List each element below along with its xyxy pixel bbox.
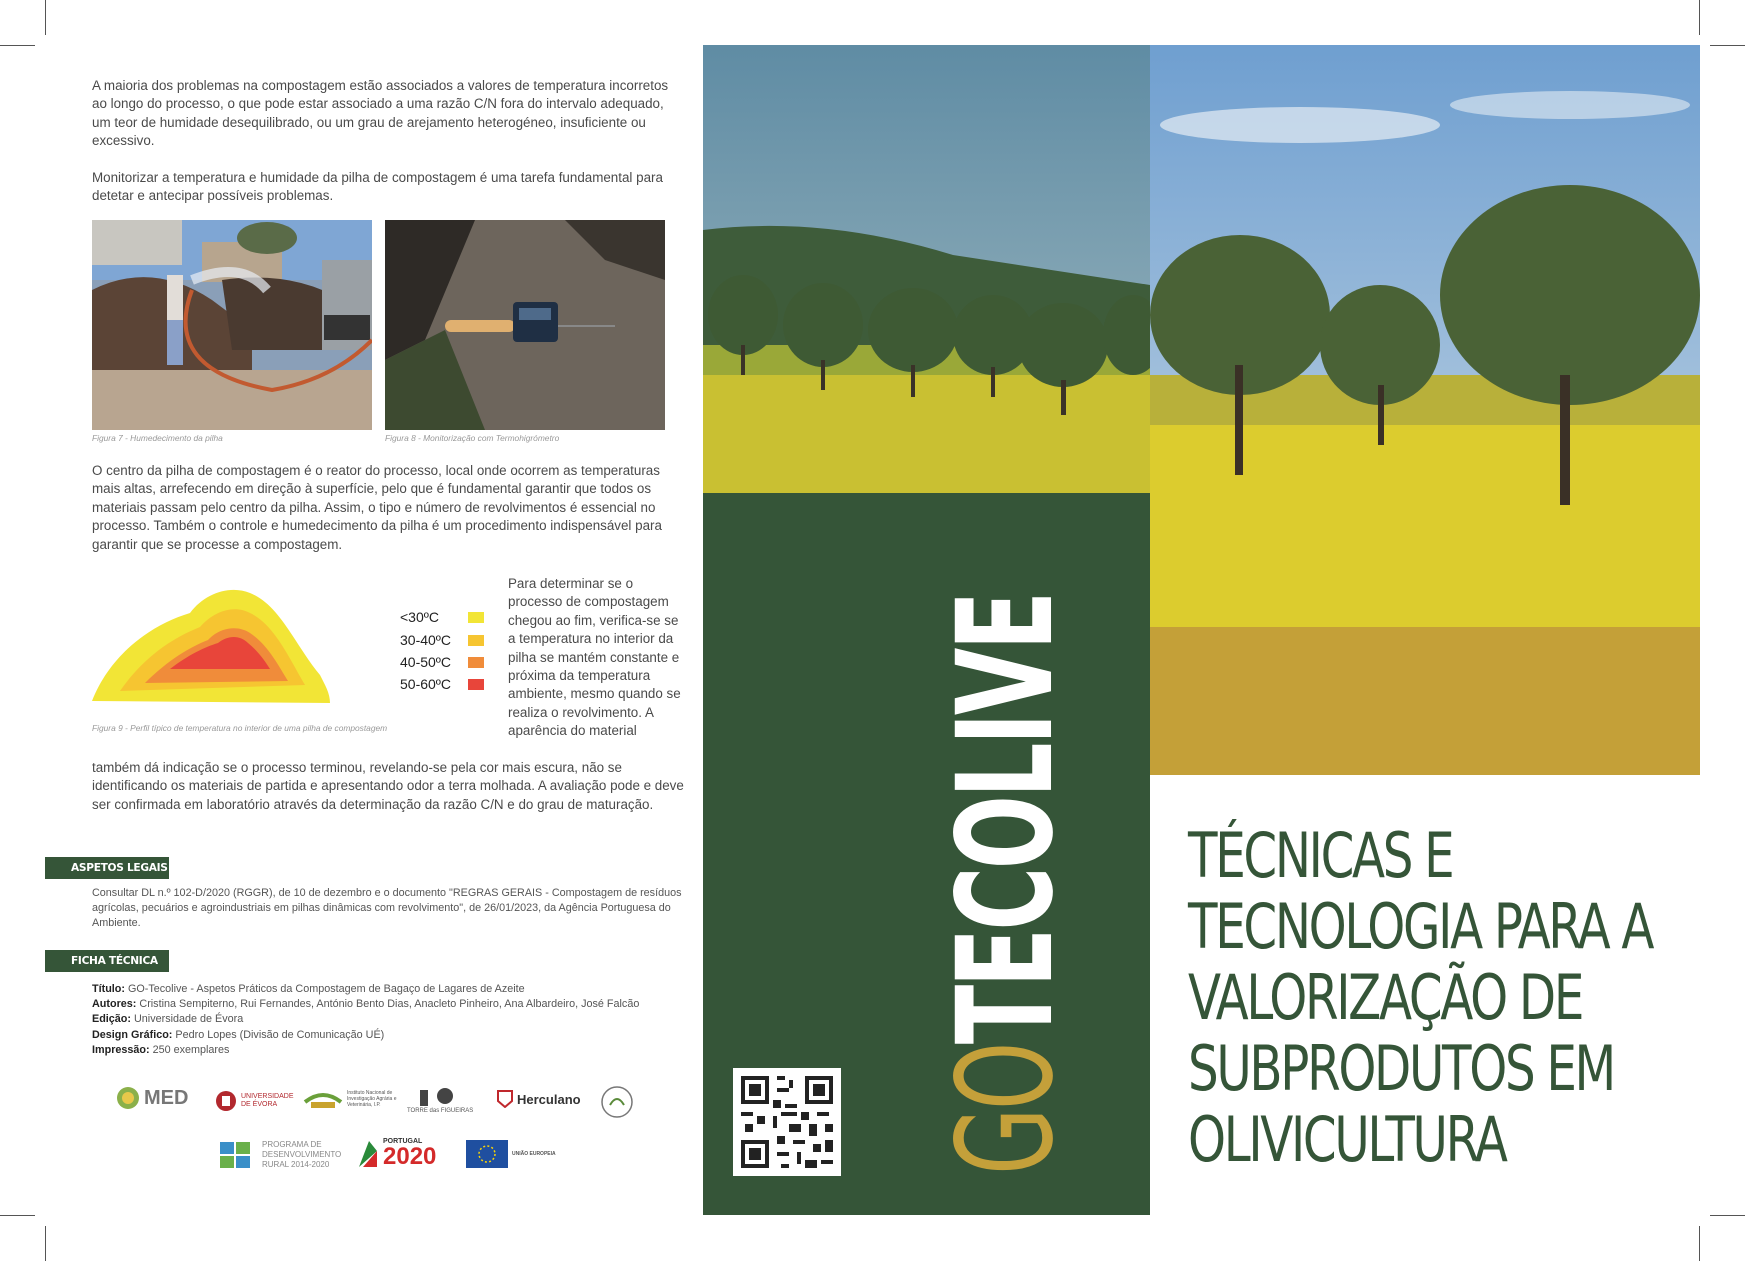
portugal2020-logo: PORTUGAL 2020 [357,1138,436,1169]
paragraph-end-check: Para determinar se o processo de compostagem chegou ao fim, verifica-se se a temperatura no interior da pilha se mantém constante e próxima da temperatura ambiente, mesmo quando se realiza o revolvimento. A aparência do material [508,576,681,739]
crop-mark [0,1215,35,1216]
photo-watering-pile [92,220,372,430]
aspetos-legais-text: Consultar DL n.º 102-D/2020 (RGGR), de 10 de dezembro e o documento "REGRAS GERAIS - Compostagem de resíduos agrícolas, pecuários e agroindustriais em pilhas dinâmicas com revolvimento", de 26/01/2023, da Agência Portuguesa do Ambiente. [92,887,682,930]
cover-title-line: OLIVICULTURA [1188,1103,1506,1176]
figure-9-caption: Figura 9 - Perfil típico de temperatura no interior de uma pilha de compostagem [92,723,388,733]
qr-code[interactable] [733,1068,841,1176]
legend-swatch [468,657,484,668]
cover-title-line: SUBPRODUTOS EM [1188,1032,1614,1105]
cover-title [1188,819,1653,1176]
legend-swatch [468,635,484,646]
cover-title-line: TECNOLOGIA PARA A [1188,890,1653,963]
temperature-profile-diagram [90,585,335,707]
paragraph-end-check-cont: também dá indicação se o processo terminou, revelando-se pela cor mais escura, não se identificando os materiais de partida e apresentando odor a terra molhada. A avaliação pode e deve ser confirmada em laboratório através da determinação da razão C/N e do grau de maturação. [92,760,684,812]
project-logo-vertical [929,294,1083,1175]
figure-7-caption: Figura 7 - Humedecimento da pilha [92,433,223,443]
crop-mark [1710,45,1745,46]
figure-8-caption: Figura 8 - Monitorização com Termohigrómetro [385,433,560,443]
ficha-design: Design Gráfico: Pedro Lopes (Divisão de Comunicação UÉ) [92,1028,385,1041]
legend-label: 50-60ºC [400,676,452,692]
logo-tecolive-text: TECOLIVE [929,593,1083,1045]
legend-label: 30-40ºC [400,632,452,648]
crop-mark [1699,1226,1700,1261]
torre-figueiras-logo: TORRE das FIGUEIRAS [407,1086,473,1114]
cover-title-line: TÉCNICAS E [1188,819,1453,892]
ficha-tecnica [92,982,692,1058]
olive-grove-photo-right [1150,45,1700,627]
cover-title-line: VALORIZAÇÃO DE [1188,961,1583,1034]
section-label-ficha-tecnica: FICHA TÉCNICA [45,950,169,972]
ficha-impressao: Impressão: 250 exemplares [92,1043,230,1056]
gold-band [1150,627,1700,775]
legend-label: 40-50ºC [400,654,452,670]
pdr2020-logo: PROGRAMA DE DESENVOLVIMENTO RURAL 2014-2020 [218,1140,342,1170]
photo-thermohygrometer [385,220,665,430]
section-label-aspetos-legais: ASPETOS LEGAIS [45,857,169,879]
iniav-logo: Instituto Nacional de Investigação Agrária e Veterinária, I.P. [303,1088,402,1110]
crop-mark [1699,0,1700,35]
crop-mark [45,1226,46,1261]
eu-flag-logo: UNIÃO EUROPEIA [466,1140,572,1168]
olive-grove-photo-left [703,45,1150,493]
paragraph-pile-center: O centro da pilha de compostagem é o reator do processo, local onde ocorrem as temperaturas mais altas, arrefecendo em direção à superfície, pelo que é fundamental garantir que todos os materiais passam pelo centro da pilha. Assim, o tipo e número de revolvimentos é essencial no processo. Também o controle e humedecimento da pilha é um procedimento indispensável para garantir que se processe a compostagem. [92,463,662,552]
logo-go-text: GO [929,1044,1083,1175]
uevora-logo: UNIVERSIDADE DE ÉVORA [215,1090,291,1112]
ficha-autores: Autores: Cristina Sempiterno, Rui Fernandes, António Bento Dias, Anacleto Pinheiro, Ana Albardeiro, José Falcão [92,998,640,1011]
circular-seal-logo [600,1085,634,1119]
herculano-logo: Herculano [497,1090,581,1108]
crop-mark [0,45,35,46]
ficha-titulo: Título: GO-Tecolive - Aspetos Práticos da Compostagem de Bagaço de Lagares de Azeite [92,983,525,995]
legend-label: <30ºC [400,609,439,625]
crop-mark [1710,1215,1745,1216]
med-logo: MED [116,1086,188,1110]
ficha-edicao: Edição: Universidade de Évora [92,1013,244,1026]
legend-swatch [468,612,484,623]
legend-swatch [468,679,484,690]
paragraph-intro: A maioria dos problemas na compostagem estão associados a valores de temperatura incorretos ao longo do processo, o que pode estar associado a uma razão C/N fora do intervalo adequado, um teor de humidade desequilibrado, ou um grau de arejamento heterogéneo, insuficiente ou excessivo. [92,78,669,149]
paragraph-monitoring: Monitorizar a temperatura e humidade da pilha de compostagem é uma tarefa fundamental para detetar e antecipar possíveis problemas. [92,170,663,204]
crop-mark [45,0,46,35]
